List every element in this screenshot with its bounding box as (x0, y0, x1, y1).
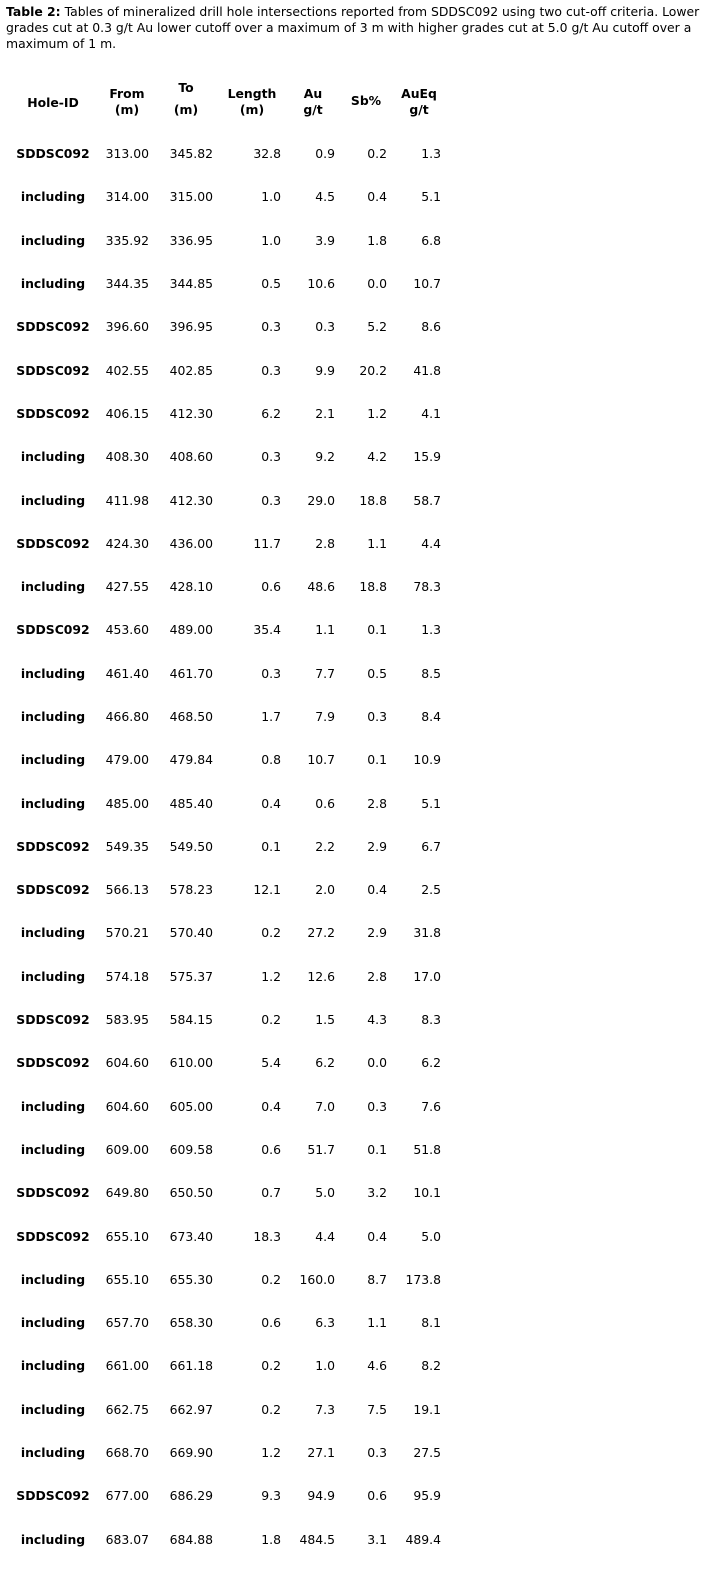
table-row (6, 1214, 446, 1257)
cell-to: 609.58 (169, 1141, 213, 1157)
table-row (6, 1258, 446, 1301)
cell-from: 655.10 (105, 1271, 149, 1287)
cell-sb: 4.3 (367, 1012, 387, 1028)
cell-length: 0.2 (261, 1271, 281, 1287)
cell-sb: 0.4 (367, 882, 387, 898)
header-au (286, 74, 340, 132)
cell-from: 574.18 (105, 968, 149, 984)
table-row (6, 1128, 446, 1171)
cell-au: 7.7 (315, 665, 335, 681)
cell-aueq: 173.8 (405, 1271, 441, 1287)
cell-hole-id: SDDSC092 (16, 838, 90, 854)
cell-hole-id: including (20, 752, 86, 768)
cell-to: 570.40 (169, 925, 213, 941)
cell-sb: 0.1 (367, 752, 387, 768)
cell-from: 604.60 (105, 1055, 149, 1071)
cell-length: 5.4 (261, 1055, 281, 1071)
cell-to: 650.50 (169, 1185, 213, 1201)
cell-length: 0.2 (261, 1012, 281, 1028)
cell-aueq: 6.7 (421, 838, 441, 854)
table-row (6, 305, 446, 348)
cell-from: 609.00 (105, 1141, 149, 1157)
cell-aueq: 1.3 (421, 622, 441, 638)
cell-sb: 0.3 (367, 1098, 387, 1114)
cell-length: 11.7 (253, 535, 281, 551)
cell-aueq: 15.9 (413, 449, 441, 465)
cell-length: 0.2 (261, 1358, 281, 1374)
cell-sb: 0.5 (367, 665, 387, 681)
cell-to: 549.50 (169, 838, 213, 854)
cell-aueq: 2.5 (421, 882, 441, 898)
cell-sb: 18.8 (359, 579, 387, 595)
cell-au: 1.1 (315, 622, 335, 638)
cell-hole-id: SDDSC092 (16, 1055, 90, 1071)
cell-aueq: 1.3 (421, 146, 441, 162)
cell-aueq: 95.9 (413, 1488, 441, 1504)
cell-hole-id: including (20, 1401, 86, 1417)
cell-au: 7.3 (315, 1401, 335, 1417)
cell-hole-id: including (20, 232, 86, 248)
cell-au: 12.6 (307, 968, 335, 984)
header-to (154, 74, 218, 132)
cell-au: 2.1 (315, 405, 335, 421)
cell-aueq: 10.9 (413, 752, 441, 768)
cell-sb: 2.8 (367, 795, 387, 811)
cell-hole-id: including (20, 492, 86, 508)
table-row (6, 1431, 446, 1474)
header-aueq (392, 74, 446, 132)
cell-hole-id: SDDSC092 (16, 622, 90, 638)
cell-length: 0.3 (261, 319, 281, 335)
table-row (6, 1388, 446, 1431)
cell-sb: 0.0 (367, 276, 387, 292)
cell-sb: 2.9 (367, 925, 387, 941)
cell-sb: 0.1 (367, 622, 387, 638)
cell-length: 0.3 (261, 665, 281, 681)
header-hole-id (6, 74, 100, 132)
cell-au: 51.7 (307, 1141, 335, 1157)
cell-aueq: 51.8 (413, 1141, 441, 1157)
cell-to: 673.40 (169, 1228, 213, 1244)
cell-from: 406.15 (105, 405, 149, 421)
cell-aueq: 41.8 (413, 362, 441, 378)
cell-from: 683.07 (105, 1531, 149, 1547)
cell-hole-id: including (20, 709, 86, 724)
cell-aueq: 5.1 (421, 189, 441, 205)
cell-aueq: 6.8 (421, 232, 441, 248)
cell-aueq: 31.8 (413, 925, 441, 941)
cell-au: 5.0 (315, 1185, 335, 1201)
cell-from: 396.60 (105, 319, 149, 335)
cell-au: 6.3 (315, 1315, 335, 1331)
cell-aueq: 10.7 (413, 276, 441, 292)
cell-au: 1.0 (315, 1358, 335, 1374)
cell-from: 655.10 (105, 1228, 149, 1244)
cell-sb: 20.2 (359, 362, 387, 378)
cell-aueq: 4.1 (421, 405, 441, 421)
table-row (6, 1301, 446, 1344)
table-row (6, 825, 446, 868)
cell-length: 0.8 (261, 752, 281, 768)
cell-length: 0.6 (261, 1315, 281, 1331)
header-to-unit: (m) (173, 102, 199, 117)
cell-from: 466.80 (105, 709, 149, 724)
cell-au: 2.2 (315, 838, 335, 854)
table-row (6, 911, 446, 954)
cell-au: 9.2 (315, 449, 335, 465)
cell-aueq: 8.6 (421, 319, 441, 335)
cell-length: 1.0 (261, 189, 281, 205)
cell-aueq: 8.3 (421, 1012, 441, 1028)
cell-length: 35.4 (253, 622, 281, 638)
cell-to: 684.88 (169, 1531, 213, 1547)
cell-sb: 4.6 (367, 1358, 387, 1374)
cell-length: 0.1 (261, 838, 281, 854)
cell-to: 468.50 (169, 709, 213, 724)
table-row (6, 1474, 446, 1517)
cell-to: 575.37 (169, 968, 213, 984)
table-row (6, 392, 446, 435)
cell-sb: 0.4 (367, 1228, 387, 1244)
header-aueq-label: AuEq (401, 86, 437, 101)
cell-length: 0.2 (261, 1401, 281, 1417)
cell-from: 314.00 (105, 189, 149, 205)
cell-from: 402.55 (105, 362, 149, 378)
table-caption (6, 4, 702, 52)
cell-aueq: 8.4 (421, 709, 441, 724)
cell-hole-id: including (20, 925, 86, 941)
cell-au: 9.9 (315, 362, 335, 378)
cell-au: 0.9 (315, 146, 335, 162)
cell-to: 396.95 (169, 319, 213, 335)
cell-aueq: 10.1 (413, 1185, 441, 1201)
cell-from: 662.75 (105, 1401, 149, 1417)
table-row (6, 998, 446, 1041)
cell-to: 686.29 (169, 1488, 213, 1504)
table-caption-text: Tables of mineralized drill hole intersections reported from SDDSC092 using two cut-off criteria. Lower grades cut at 0.3 g/t Au lower cutoff over a maximum of 3 m with higher grades cut at 5.0 g/t Au cutoff over a maximum of 1 m. (6, 4, 700, 51)
cell-au: 94.9 (307, 1488, 335, 1504)
cell-from: 649.80 (105, 1185, 149, 1201)
cell-au: 4.4 (315, 1228, 335, 1244)
cell-au: 7.9 (315, 709, 335, 724)
cell-from: 604.60 (105, 1098, 149, 1114)
table-row (6, 652, 446, 695)
cell-to: 658.30 (169, 1315, 213, 1331)
cell-au: 10.7 (307, 752, 335, 768)
table-row (6, 1344, 446, 1387)
header-length-unit: (m) (239, 102, 265, 117)
cell-from: 485.00 (105, 795, 149, 811)
cell-hole-id: including (20, 189, 86, 205)
cell-from: 427.55 (105, 579, 149, 595)
cell-aueq: 8.2 (421, 1358, 441, 1374)
table-row (6, 738, 446, 781)
cell-aueq: 19.1 (413, 1401, 441, 1417)
cell-sb: 18.8 (359, 492, 387, 508)
cell-sb: 0.4 (367, 189, 387, 205)
table-row (6, 781, 446, 824)
cell-aueq: 8.5 (421, 665, 441, 681)
cell-sb: 1.1 (367, 535, 387, 551)
cell-to: 479.84 (169, 752, 213, 768)
cell-length: 12.1 (253, 882, 281, 898)
cell-sb: 0.3 (367, 1445, 387, 1461)
table-row (6, 565, 446, 608)
cell-aueq: 4.4 (421, 535, 441, 551)
cell-au: 7.0 (315, 1098, 335, 1114)
header-from (100, 74, 154, 132)
header-sb-label: Sb% (350, 93, 382, 108)
cell-to: 485.40 (169, 795, 213, 811)
cell-sb: 1.8 (367, 232, 387, 248)
cell-hole-id: including (20, 665, 86, 681)
cell-to: 344.85 (169, 276, 213, 292)
cell-sb: 1.1 (367, 1315, 387, 1331)
cell-hole-id: SDDSC092 (16, 1228, 90, 1244)
header-au-label: Au (303, 86, 323, 101)
cell-to: 669.90 (169, 1445, 213, 1461)
cell-sb: 2.8 (367, 968, 387, 984)
cell-hole-id: including (20, 1531, 86, 1547)
cell-length: 0.6 (261, 579, 281, 595)
cell-from: 583.95 (105, 1012, 149, 1028)
cell-from: 479.00 (105, 752, 149, 768)
header-hole-id-label: Hole-ID (27, 95, 79, 110)
cell-au: 0.6 (315, 795, 335, 811)
cell-au: 10.6 (307, 276, 335, 292)
cell-from: 424.30 (105, 535, 149, 551)
cell-au: 484.5 (299, 1531, 335, 1547)
cell-au: 160.0 (299, 1271, 335, 1287)
cell-hole-id: SDDSC092 (16, 535, 90, 551)
cell-au: 3.9 (315, 232, 335, 248)
cell-hole-id: SDDSC092 (16, 362, 90, 378)
cell-length: 0.2 (261, 925, 281, 941)
table-row (6, 955, 446, 998)
table-row (6, 1041, 446, 1084)
cell-length: 32.8 (253, 146, 281, 162)
cell-to: 655.30 (169, 1271, 213, 1287)
header-sb (340, 74, 392, 132)
cell-hole-id: SDDSC092 (16, 1012, 90, 1028)
cell-sb: 4.2 (367, 449, 387, 465)
cell-hole-id: including (20, 1315, 86, 1331)
table-row (6, 478, 446, 521)
table-row (6, 348, 446, 391)
cell-sb: 0.2 (367, 146, 387, 162)
table-row (6, 868, 446, 911)
cell-to: 436.00 (169, 535, 213, 551)
cell-length: 0.3 (261, 362, 281, 378)
cell-length: 0.4 (261, 1098, 281, 1114)
cell-sb: 0.0 (367, 1055, 387, 1071)
cell-to: 315.00 (169, 189, 213, 205)
cell-au: 0.3 (315, 319, 335, 335)
table-row (6, 219, 446, 262)
header-length (218, 74, 286, 132)
cell-sb: 0.6 (367, 1488, 387, 1504)
table-row (6, 435, 446, 478)
cell-to: 584.15 (169, 1012, 213, 1028)
cell-sb: 2.9 (367, 838, 387, 854)
table-caption-lead: Table 2: (6, 4, 61, 19)
cell-au: 27.2 (307, 925, 335, 941)
cell-from: 677.00 (105, 1488, 149, 1504)
cell-length: 0.7 (261, 1185, 281, 1201)
cell-aueq: 5.0 (421, 1228, 441, 1244)
table-header-row (6, 74, 446, 132)
cell-to: 578.23 (169, 882, 213, 898)
cell-au: 27.1 (307, 1445, 335, 1461)
cell-au: 6.2 (315, 1055, 335, 1071)
cell-aueq: 489.4 (405, 1531, 441, 1547)
table-row (6, 262, 446, 305)
cell-sb: 3.2 (367, 1185, 387, 1201)
cell-length: 1.2 (261, 968, 281, 984)
cell-from: 335.92 (105, 232, 149, 248)
cell-from: 668.70 (105, 1445, 149, 1461)
cell-au: 4.5 (315, 189, 335, 205)
cell-from: 566.13 (105, 882, 149, 898)
cell-length: 0.3 (261, 492, 281, 508)
cell-aueq: 6.2 (421, 1055, 441, 1071)
cell-from: 453.60 (105, 622, 149, 638)
cell-length: 1.2 (261, 1445, 281, 1461)
cell-aueq: 78.3 (413, 579, 441, 595)
cell-to: 662.97 (169, 1401, 213, 1417)
cell-hole-id: SDDSC092 (16, 405, 90, 421)
cell-au: 48.6 (307, 579, 335, 595)
cell-from: 661.00 (105, 1358, 149, 1374)
cell-length: 0.5 (261, 276, 281, 292)
cell-length: 1.7 (261, 709, 281, 724)
cell-hole-id: including (20, 1271, 86, 1287)
cell-to: 336.95 (169, 232, 213, 248)
cell-sb: 1.2 (367, 405, 387, 421)
cell-to: 605.00 (169, 1098, 213, 1114)
table-row (6, 522, 446, 565)
cell-to: 661.18 (169, 1358, 213, 1374)
cell-to: 489.00 (169, 622, 213, 638)
cell-sb: 0.1 (367, 1141, 387, 1157)
table-row (6, 1085, 446, 1128)
cell-au: 2.8 (315, 535, 335, 551)
cell-to: 345.82 (169, 146, 213, 162)
cell-aueq: 58.7 (413, 492, 441, 508)
cell-hole-id: including (20, 795, 86, 811)
cell-from: 411.98 (105, 492, 149, 508)
cell-hole-id: SDDSC092 (16, 146, 90, 162)
cell-from: 549.35 (105, 838, 149, 854)
cell-aueq: 5.1 (421, 795, 441, 811)
table-body (6, 132, 446, 1561)
table-row (6, 1171, 446, 1214)
table-row (6, 132, 446, 175)
cell-aueq: 27.5 (413, 1445, 441, 1461)
cell-length: 18.3 (253, 1228, 281, 1244)
cell-hole-id: including (20, 579, 86, 595)
header-from-unit: (m) (114, 102, 140, 117)
cell-au: 29.0 (307, 492, 335, 508)
cell-hole-id: including (20, 1098, 86, 1114)
cell-hole-id: SDDSC092 (16, 882, 90, 898)
table-row (6, 175, 446, 218)
cell-sb: 3.1 (367, 1531, 387, 1547)
cell-to: 610.00 (169, 1055, 213, 1071)
table-row (6, 1518, 446, 1561)
table-row (6, 608, 446, 651)
cell-length: 6.2 (261, 405, 281, 421)
cell-to: 461.70 (169, 665, 213, 681)
cell-aueq: 8.1 (421, 1315, 441, 1331)
cell-hole-id: SDDSC092 (16, 1488, 90, 1504)
cell-hole-id: including (20, 1141, 86, 1157)
cell-hole-id: including (20, 968, 86, 984)
header-au-unit: g/t (303, 102, 323, 117)
cell-sb: 7.5 (367, 1401, 387, 1417)
cell-au: 2.0 (315, 882, 335, 898)
intersections-table (6, 74, 446, 1561)
header-from-label: From (109, 86, 145, 101)
cell-aueq: 7.6 (421, 1098, 441, 1114)
cell-hole-id: including (20, 1358, 86, 1374)
cell-from: 344.35 (105, 276, 149, 292)
header-to-label: To (178, 80, 194, 95)
cell-length: 0.4 (261, 795, 281, 811)
cell-hole-id: SDDSC092 (16, 319, 90, 335)
header-length-label: Length (227, 86, 277, 101)
cell-hole-id: including (20, 1445, 86, 1461)
cell-sb: 0.3 (367, 709, 387, 724)
cell-from: 313.00 (105, 146, 149, 162)
cell-length: 9.3 (261, 1488, 281, 1504)
cell-length: 1.8 (261, 1531, 281, 1547)
cell-hole-id: including (20, 449, 86, 465)
cell-au: 1.5 (315, 1012, 335, 1028)
cell-from: 657.70 (105, 1315, 149, 1331)
cell-from: 408.30 (105, 449, 149, 465)
header-aueq-unit: g/t (409, 102, 429, 117)
cell-to: 428.10 (169, 579, 213, 595)
table-row (6, 695, 446, 738)
cell-length: 0.3 (261, 449, 281, 465)
cell-sb: 5.2 (367, 319, 387, 335)
cell-hole-id: SDDSC092 (16, 1185, 90, 1201)
cell-length: 1.0 (261, 232, 281, 248)
cell-to: 408.60 (169, 449, 213, 465)
cell-to: 402.85 (169, 362, 213, 378)
cell-length: 0.6 (261, 1141, 281, 1157)
cell-aueq: 17.0 (413, 968, 441, 984)
cell-hole-id: including (20, 276, 86, 292)
cell-to: 412.30 (169, 405, 213, 421)
cell-sb: 8.7 (367, 1271, 387, 1287)
cell-from: 461.40 (105, 665, 149, 681)
cell-from: 570.21 (105, 925, 149, 941)
cell-to: 412.30 (169, 492, 213, 508)
